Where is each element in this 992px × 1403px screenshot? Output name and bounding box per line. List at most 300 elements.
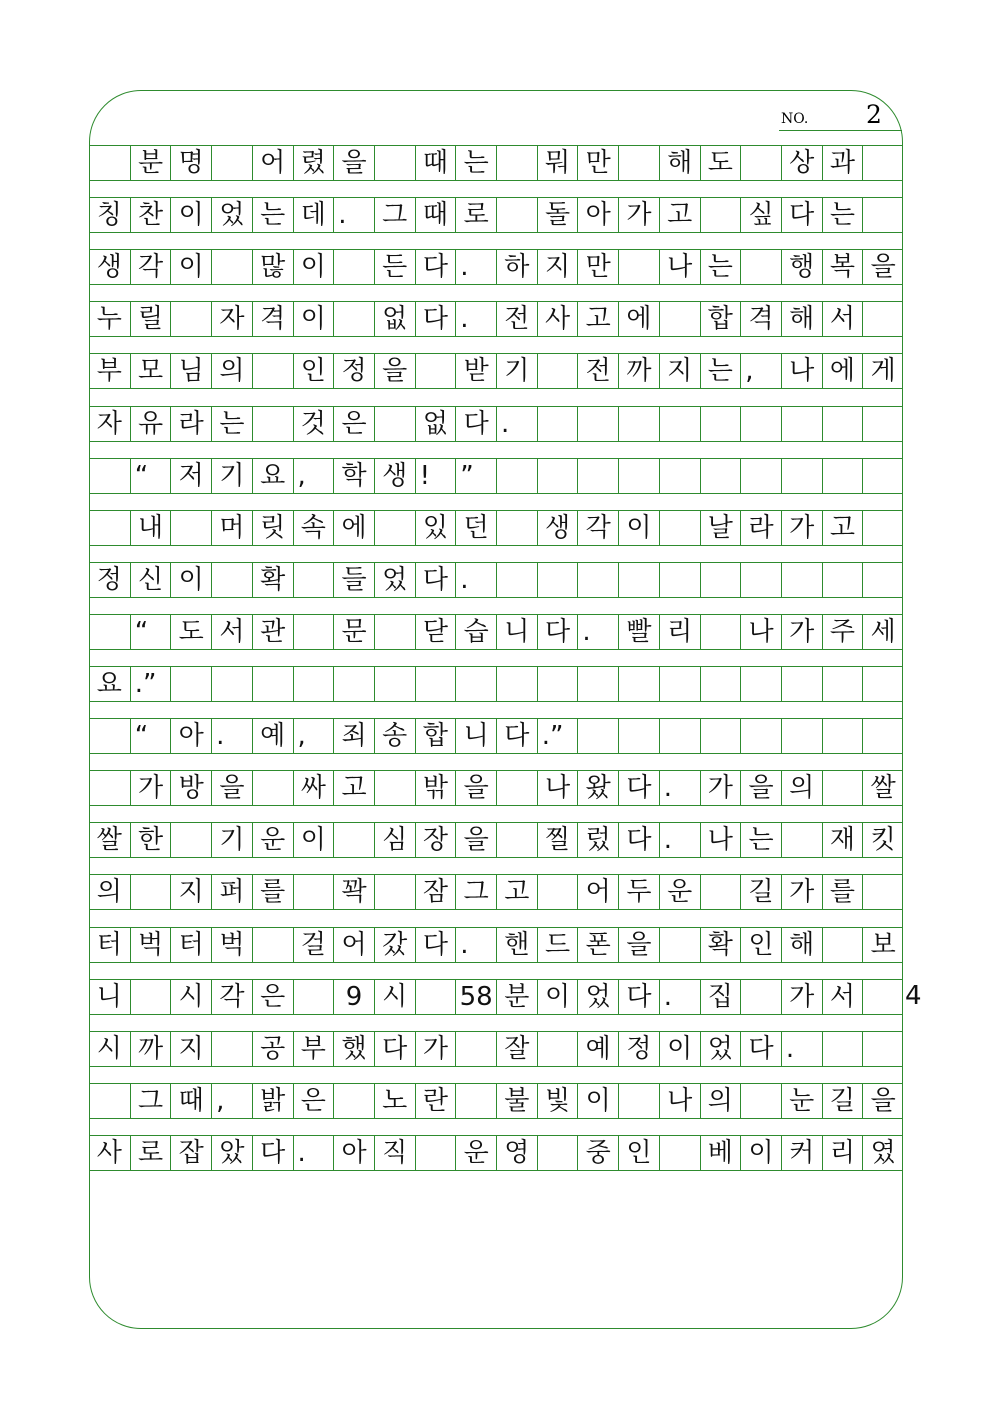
grid-cell [374, 875, 415, 909]
grid-cell: 부 [293, 1032, 334, 1066]
grid-cell [740, 719, 781, 753]
grid-cell: “ [130, 719, 171, 753]
grid-cell: 없 [415, 407, 456, 441]
grid-cell [89, 719, 130, 753]
grid-cell: 의 [700, 1084, 741, 1118]
grid-cell [89, 511, 130, 545]
grid-cell: 가 [781, 511, 822, 545]
grid-cell: 을 [740, 771, 781, 805]
grid-cell: . [659, 980, 700, 1014]
grid-row [89, 301, 903, 337]
grid-cell: 이 [293, 302, 334, 336]
grid-cell: 기 [211, 459, 252, 493]
grid-cell [618, 250, 659, 284]
grid-row [89, 822, 903, 858]
grid-row [89, 874, 903, 910]
grid-cell: 생 [537, 511, 578, 545]
grid-cell [130, 980, 171, 1014]
grid-cell: 데 [293, 198, 334, 232]
grid-cell: 이 [659, 1032, 700, 1066]
grid-cell: 어 [252, 146, 293, 180]
grid-cell: 서 [822, 980, 863, 1014]
grid-cell [455, 667, 496, 701]
grid-cell: 지 [170, 1032, 211, 1066]
grid-cell: 9 [333, 980, 374, 1014]
grid-cell [659, 928, 700, 962]
grid-cell [618, 563, 659, 597]
grid-cell [333, 667, 374, 701]
grid-cell: 한 [130, 823, 171, 857]
grid-cell: 뭐 [537, 146, 578, 180]
grid-cell: 운 [455, 1136, 496, 1170]
grid-cell [252, 407, 293, 441]
grid-cell: 집 [700, 980, 741, 1014]
grid-cell: 길 [740, 875, 781, 909]
grid-cell [293, 563, 334, 597]
grid-cell [252, 667, 293, 701]
grid-cell [700, 563, 741, 597]
grid-cell: .” [130, 667, 171, 701]
grid-cell [862, 146, 903, 180]
grid-cell [374, 771, 415, 805]
grid-cell: 다 [252, 1136, 293, 1170]
grid-cell [496, 563, 537, 597]
grid-cell: 기 [211, 823, 252, 857]
grid-cell: 릿 [252, 511, 293, 545]
grid-cell: 걸 [293, 928, 334, 962]
grid-cell: 중 [577, 1136, 618, 1170]
grid-cell [781, 823, 822, 857]
grid-cell [333, 1084, 374, 1118]
grid-cell [659, 719, 700, 753]
grid-cell: 만 [577, 250, 618, 284]
grid-cell [577, 407, 618, 441]
grid-row [89, 1135, 903, 1171]
grid-cell: 드 [537, 928, 578, 962]
grid-cell [862, 563, 903, 597]
grid-cell: . [211, 719, 252, 753]
grid-cell: 확 [700, 928, 741, 962]
grid-cell [577, 667, 618, 701]
grid-cell: 다 [618, 823, 659, 857]
grid-cell: 는 [740, 823, 781, 857]
grid-cell: 신 [130, 563, 171, 597]
grid-cell: 벅 [130, 928, 171, 962]
grid-row [89, 406, 903, 442]
grid-cell [659, 563, 700, 597]
grid-cell [659, 511, 700, 545]
grid-cell: 라 [740, 511, 781, 545]
grid-cell: 각 [211, 980, 252, 1014]
grid-cell: 서 [211, 615, 252, 649]
grid-cell: 밖 [415, 771, 456, 805]
grid-cell: . [496, 407, 537, 441]
grid-cell: 그 [374, 198, 415, 232]
grid-cell: 나 [700, 823, 741, 857]
grid-cell: 돌 [537, 198, 578, 232]
grid-cell: 이 [618, 511, 659, 545]
grid-row [89, 614, 903, 650]
grid-cell: , [293, 459, 334, 493]
grid-row [89, 145, 903, 181]
grid-cell: 을 [862, 1084, 903, 1118]
grid-cell: 송 [374, 719, 415, 753]
grid-cell: 이 [293, 823, 334, 857]
grid-cell: 재 [822, 823, 863, 857]
grid-cell [822, 407, 863, 441]
grid-cell [740, 250, 781, 284]
manuscript-grid [89, 0, 903, 1403]
grid-cell: 이 [170, 563, 211, 597]
grid-cell: 다 [415, 250, 456, 284]
grid-cell [293, 980, 334, 1014]
grid-cell: 다 [537, 615, 578, 649]
grid-cell: 지 [659, 354, 700, 388]
grid-cell: 다 [618, 980, 659, 1014]
grid-cell: 머 [211, 511, 252, 545]
grid-cell [496, 823, 537, 857]
grid-cell: 인 [740, 928, 781, 962]
grid-cell [333, 250, 374, 284]
grid-cell: . [293, 1136, 334, 1170]
grid-cell: 정 [96, 565, 122, 595]
grid-cell: 고 [822, 511, 863, 545]
grid-cell: 만 [577, 146, 618, 180]
grid-cell [618, 407, 659, 441]
grid-cell [89, 146, 130, 180]
grid-cell: 를 [252, 875, 293, 909]
grid-cell: 잘 [496, 1032, 537, 1066]
grid-cell [537, 1136, 578, 1170]
grid-cell: 부 [96, 356, 122, 386]
grid-cell: . [659, 823, 700, 857]
grid-cell [537, 875, 578, 909]
grid-cell: 시 [96, 1034, 122, 1064]
grid-cell: 터 [170, 928, 211, 962]
grid-cell [862, 459, 903, 493]
grid-cell [252, 771, 293, 805]
grid-cell: “ [130, 459, 171, 493]
grid-cell: 인 [618, 1136, 659, 1170]
grid-cell: 해 [659, 146, 700, 180]
grid-cell: . [781, 1032, 822, 1066]
grid-cell [700, 459, 741, 493]
grid-cell: 이 [170, 198, 211, 232]
grid-row [89, 666, 903, 702]
grid-cell: 누 [96, 304, 122, 334]
grid-cell: 자 [96, 409, 122, 439]
grid-row [89, 562, 903, 598]
grid-cell: 상 [781, 146, 822, 180]
grid-cell: 나 [537, 771, 578, 805]
grid-cell: 가 [781, 980, 822, 1014]
grid-cell: . [455, 250, 496, 284]
grid-cell: 보 [862, 928, 903, 962]
grid-cell [618, 667, 659, 701]
grid-cell: 이 [293, 250, 334, 284]
grid-cell: 저 [170, 459, 211, 493]
grid-cell: 를 [822, 875, 863, 909]
grid-cell: 까 [618, 354, 659, 388]
grid-cell: 세 [862, 615, 903, 649]
grid-cell: 그 [130, 1084, 171, 1118]
grid-cell: 게 [862, 354, 903, 388]
grid-cell: 벅 [211, 928, 252, 962]
grid-cell: 갔 [374, 928, 415, 962]
grid-cell [822, 667, 863, 701]
grid-cell: 의 [96, 877, 122, 907]
grid-cell: 을 [333, 146, 374, 180]
grid-cell: 까 [130, 1032, 171, 1066]
grid-cell: 관 [252, 615, 293, 649]
grid-cell: 정 [618, 1032, 659, 1066]
grid-cell: 때 [415, 198, 456, 232]
grid-cell: 니 [96, 982, 122, 1012]
grid-cell: 모 [130, 354, 171, 388]
grid-cell: 예 [577, 1032, 618, 1066]
grid-cell: . [659, 771, 700, 805]
grid-cell: 아 [170, 719, 211, 753]
grid-cell: 니 [455, 719, 496, 753]
grid-row [89, 249, 903, 285]
grid-cell: 다 [415, 563, 456, 597]
grid-cell: 꽉 [333, 875, 374, 909]
grid-cell: 공 [252, 1032, 293, 1066]
grid-cell: 로 [455, 198, 496, 232]
grid-cell [415, 1136, 456, 1170]
grid-cell [89, 615, 130, 649]
grid-cell: 을 [455, 771, 496, 805]
grid-cell: 고 [496, 875, 537, 909]
grid-cell: 서 [822, 302, 863, 336]
grid-cell [496, 771, 537, 805]
grid-cell: 가 [130, 771, 171, 805]
grid-cell [822, 928, 863, 962]
grid-cell: 복 [822, 250, 863, 284]
grid-cell [700, 667, 741, 701]
grid-cell: 었 [577, 980, 618, 1014]
grid-cell [293, 615, 334, 649]
grid-cell: 싶 [740, 198, 781, 232]
grid-row [89, 353, 903, 389]
grid-cell [577, 459, 618, 493]
grid-cell: 합 [700, 302, 741, 336]
grid-cell: 학 [333, 459, 374, 493]
grid-cell: 요 [96, 669, 122, 699]
grid-cell: 길 [822, 1084, 863, 1118]
grid-cell: 어 [577, 875, 618, 909]
grid-cell: 58 [455, 980, 496, 1014]
grid-cell [496, 511, 537, 545]
grid-cell: 을 [211, 771, 252, 805]
grid-cell: 방 [170, 771, 211, 805]
grid-cell: 이 [740, 1136, 781, 1170]
grid-cell: 장 [415, 823, 456, 857]
grid-cell: 다 [740, 1032, 781, 1066]
grid-cell: 있 [415, 511, 456, 545]
grid-cell: 칭 [96, 200, 122, 230]
grid-cell: 해 [781, 302, 822, 336]
grid-cell: 찔 [537, 823, 578, 857]
grid-cell [537, 354, 578, 388]
grid-cell: 나 [781, 354, 822, 388]
grid-cell [496, 198, 537, 232]
grid-row [89, 510, 903, 546]
page-number-label: NO. [781, 111, 809, 127]
grid-cell: 의 [211, 354, 252, 388]
grid-cell: 각 [130, 250, 171, 284]
grid-cell: 확 [252, 563, 293, 597]
grid-cell: 쌀 [96, 825, 122, 855]
grid-cell: . [455, 302, 496, 336]
grid-cell: 든 [374, 250, 415, 284]
grid-cell [577, 563, 618, 597]
grid-cell: 터 [96, 930, 122, 960]
grid-cell [415, 667, 456, 701]
grid-cell: 었 [700, 1032, 741, 1066]
grid-cell: 인 [293, 354, 334, 388]
grid-cell: 는 [252, 198, 293, 232]
grid-cell: 가 [415, 1032, 456, 1066]
margin-overflow-text: 4 [905, 981, 922, 1011]
grid-cell: 다 [415, 302, 456, 336]
grid-cell: 각 [577, 511, 618, 545]
grid-row [89, 197, 903, 233]
grid-cell: 렀 [577, 823, 618, 857]
grid-cell: 리 [659, 615, 700, 649]
grid-cell [211, 250, 252, 284]
grid-cell: 시 [170, 980, 211, 1014]
grid-cell [822, 719, 863, 753]
grid-cell: 님 [170, 354, 211, 388]
grid-cell: 다 [455, 407, 496, 441]
grid-cell [333, 823, 374, 857]
grid-cell: 죄 [333, 719, 374, 753]
grid-cell: 에 [822, 354, 863, 388]
grid-cell: 던 [455, 511, 496, 545]
grid-cell [822, 1032, 863, 1066]
grid-cell: 았 [211, 1136, 252, 1170]
grid-cell: 전 [496, 302, 537, 336]
grid-cell: 지 [170, 875, 211, 909]
grid-cell [659, 302, 700, 336]
grid-cell: 에 [618, 302, 659, 336]
grid-cell: 은 [293, 1084, 334, 1118]
grid-cell: 예 [252, 719, 293, 753]
grid-cell: 빛 [537, 1084, 578, 1118]
grid-cell [781, 459, 822, 493]
grid-cell: 핸 [496, 928, 537, 962]
grid-cell: 분 [496, 980, 537, 1014]
grid-cell [496, 146, 537, 180]
grid-cell [740, 1084, 781, 1118]
grid-cell: 커 [781, 1136, 822, 1170]
grid-cell: 행 [781, 250, 822, 284]
grid-cell: 나 [740, 615, 781, 649]
grid-cell [537, 459, 578, 493]
grid-cell: 빨 [618, 615, 659, 649]
grid-cell: 어 [333, 928, 374, 962]
grid-cell: 눈 [781, 1084, 822, 1118]
grid-cell: 했 [333, 1032, 374, 1066]
grid-cell: , [211, 1084, 252, 1118]
grid-cell [862, 1032, 903, 1066]
grid-cell [781, 407, 822, 441]
grid-cell [415, 354, 456, 388]
grid-cell [374, 615, 415, 649]
grid-cell: 이 [577, 1084, 618, 1118]
grid-cell: 해 [781, 928, 822, 962]
grid-cell: 많 [252, 250, 293, 284]
grid-cell: . [455, 928, 496, 962]
grid-cell: 명 [170, 146, 211, 180]
grid-cell [618, 1084, 659, 1118]
grid-cell [89, 459, 130, 493]
grid-cell [659, 407, 700, 441]
grid-cell: 릴 [130, 302, 171, 336]
grid-cell: 니 [496, 615, 537, 649]
grid-cell [700, 719, 741, 753]
grid-cell: 나 [659, 1084, 700, 1118]
grid-cell: . [333, 198, 374, 232]
grid-cell: 는 [700, 354, 741, 388]
grid-cell [211, 563, 252, 597]
grid-cell: 생 [96, 252, 122, 282]
grid-cell: 지 [537, 250, 578, 284]
grid-cell [862, 667, 903, 701]
grid-cell [781, 719, 822, 753]
grid-cell: 자 [211, 302, 252, 336]
grid-cell: 는 [455, 146, 496, 180]
grid-cell [862, 407, 903, 441]
grid-cell: 생 [374, 459, 415, 493]
grid-cell: 찬 [130, 198, 171, 232]
grid-row [89, 1083, 903, 1119]
grid-cell: 싸 [293, 771, 334, 805]
grid-cell: 는 [211, 407, 252, 441]
grid-cell: 아 [577, 198, 618, 232]
grid-cell [89, 1084, 130, 1118]
grid-cell: 이 [537, 980, 578, 1014]
grid-cell [700, 198, 741, 232]
grid-cell: 분 [130, 146, 171, 180]
grid-cell: 없 [374, 302, 415, 336]
grid-cell: 그 [455, 875, 496, 909]
grid-cell: 렸 [293, 146, 334, 180]
grid-row [89, 979, 903, 1015]
grid-row [89, 718, 903, 754]
grid-cell: 을 [862, 250, 903, 284]
grid-cell: 노 [374, 1084, 415, 1118]
grid-cell: 사 [96, 1138, 122, 1168]
grid-cell: ” [455, 459, 496, 493]
grid-cell: 정 [333, 354, 374, 388]
grid-cell: .” [537, 719, 578, 753]
grid-cell: 다 [374, 1032, 415, 1066]
grid-cell: 에 [333, 511, 374, 545]
grid-cell [293, 667, 334, 701]
grid-cell: 킷 [862, 823, 903, 857]
grid-cell: 도 [170, 615, 211, 649]
grid-cell: 었 [374, 563, 415, 597]
grid-cell: 가 [700, 771, 741, 805]
grid-cell: 불 [496, 1084, 537, 1118]
grid-cell [700, 407, 741, 441]
grid-cell: 을 [455, 823, 496, 857]
grid-cell: 가 [781, 615, 822, 649]
grid-cell [659, 459, 700, 493]
grid-cell: 날 [700, 511, 741, 545]
